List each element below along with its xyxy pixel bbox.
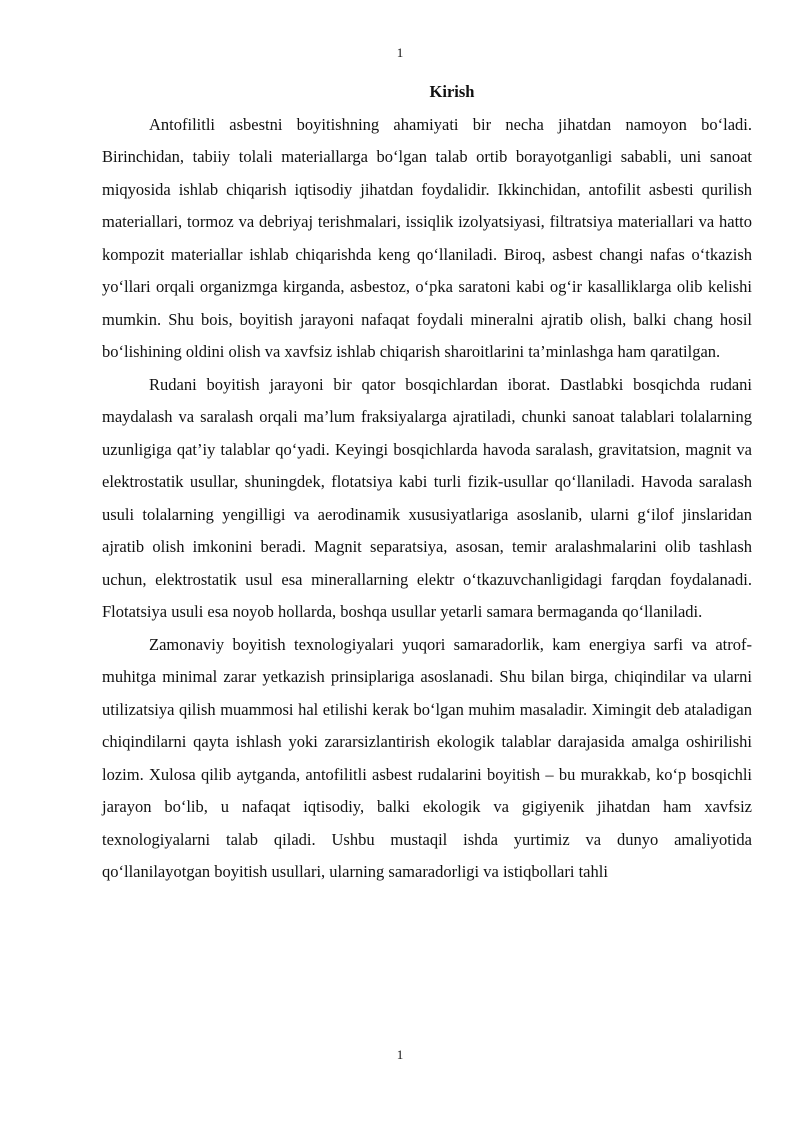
page-number-header: 1 [396,45,404,60]
page-content [102,76,752,889]
paragraph-3: Zamonaviy boyitish texnologiyalari yuqori samaradorlik, kam energiya sarfi va atrof-muhitga minimal zarar yetkazish prinsiplariga asoslanadi. Shu bilan birga, chiqindilar va ularni utilizatsiya qilish muammosi hal etilishi kerak bo‘lgan muhim masaladir. Ximingit deb ataladigan chiqindilarni qayta ishlash yoki zararsizlantirish ekologik talablar darajasida amalga oshirilishi lozim. Xulosa qilib aytganda, antofilitli asbest rudalarini boyitish – bu murakkab, ko‘p bosqichli jarayon bo‘lib, u nafaqat iqtisodiy, balki ekologik va gigiyenik jihatdan ham xavfsiz texnologiyalarni talab qiladi. Ushbu mustaqil ishda yurtimiz va dunyo amaliyotida qo‘llanilayotgan boyitish usullari, ularning samaradorligi va istiqbollari tahli [102,634,752,881]
paragraph-1: Antofilitli asbestni boyitishning ahamiyati bir necha jihatdan namoyon bo‘ladi. Birinchidan, tabiiy tolali materiallarga bo‘lgan talab ortib borayotganligi sababli, uni sanoat miqyosida ishlab chiqarish iqtisodiy jihatdan foydalidir. Ikkinchidan, antofilit asbesti qurilish materiallari, tormoz va debriyaj terishmalari, issiqlik izolyatsiyasi, filtratsiya materiallari va hatto kompozit materiallar ishlab chiqarishda keng qo‘llaniladi. Biroq, asbest changi nafas o‘tkazish yo‘llari orqali organizmga kirganda, asbestoz, o‘pka saratoni kabi og‘ir kasalliklarga olib kelishi mumkin. Shu bois, boyitish jarayoni nafaqat foydali mineralni ajratib olish, balki chang hosil bo‘lishining oldini olish va xavfsiz ishlab chiqarish sharoitlarini ta’minlashga ham qaratilgan. [102,114,752,361]
page-number-footer: 1 [396,1047,404,1062]
section-title: Kirish [429,82,475,101]
paragraph-2: Rudani boyitish jarayoni bir qator bosqichlardan iborat. Dastlabki bosqichda rudani maydalash va saralash orqali ma’lum fraksiyalarga ajratiladi, chunki sanoat talablari tolalarning uzunligiga qat’iy talablar qo‘yadi. Keyingi bosqichlarda havoda saralash, gravitatsion, magnit va elektrostatik usullar, shuningdek, flotatsiya kabi turli fizik-usullar qo‘llaniladi. Havoda saralash usuli tolalarning yengilligi va aerodinamik xususiyatlariga asoslanib, ularni g‘ilof jinslaridan ajratib olish imkonini beradi. Magnit separatsiya, asosan, temir aralashmalarini olib tashlash uchun, elektrostatik usul esa minerallarning elektr o‘tkazuvchanligidagi farqdan foydalanadi. Flotatsiya usuli esa noyob hollarda, boshqa usullar yetarli samara bermaganda qo‘llaniladi. [102,374,752,621]
